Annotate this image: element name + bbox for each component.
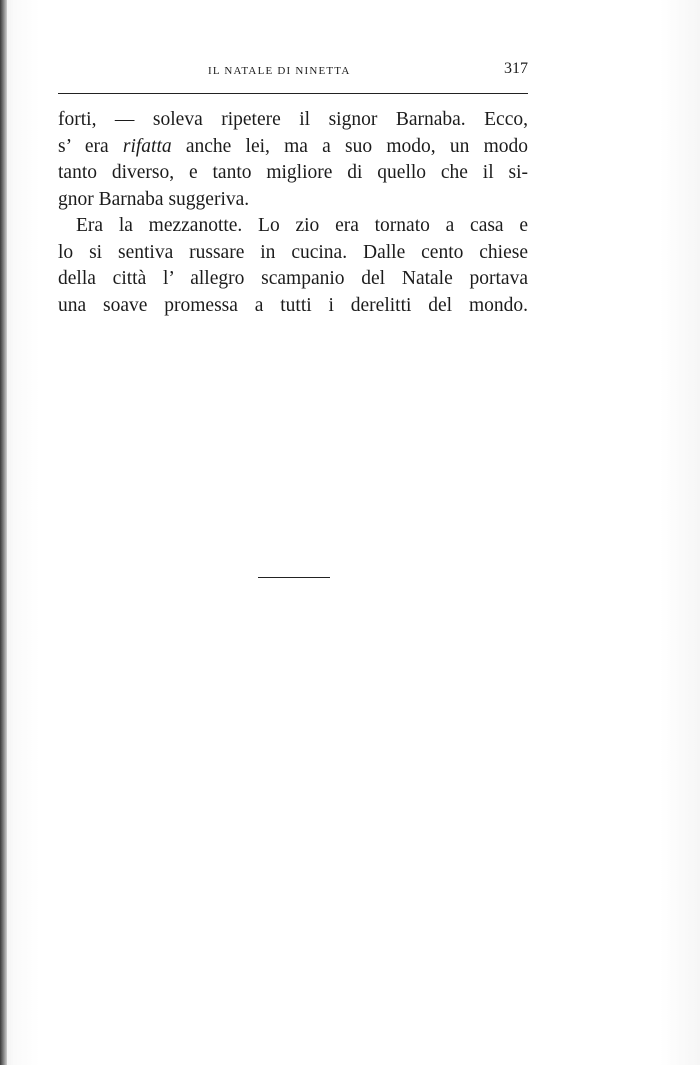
body-text — [58, 107, 528, 319]
text-line: lo si sentiva russare in cucina. Dalle cento chiese — [58, 241, 528, 263]
text-line: gnor Barnaba suggeriva. — [58, 188, 250, 210]
text-fragment: anche lei, ma a suo modo, un modo — [171, 135, 528, 157]
text-line: tanto diverso, e tanto migliore di quello che il si- — [58, 162, 528, 183]
running-title: IL NATALE DI NINETTA — [208, 65, 351, 77]
text-fragment: s’ era — [58, 135, 123, 157]
chapter-end-rule — [258, 577, 330, 578]
paragraph-2 — [58, 213, 528, 319]
italic-word: rifatta — [122, 135, 172, 157]
text-line: della città l’ allegro scampanio del Natale portava — [58, 268, 528, 289]
text-line: forti, — soleva ripetere il signor Barnaba. Ecco, — [58, 109, 528, 130]
header-rule — [58, 93, 528, 94]
paragraph-1 — [58, 107, 528, 213]
page-binding-edge — [0, 0, 7, 1065]
text-line: Era la mezzanotte. Lo zio era tornato a casa e — [76, 215, 528, 236]
running-header — [58, 60, 528, 84]
text-line: una soave promessa a tutti i derelitti del mondo. — [58, 294, 528, 316]
page-number: 317 — [504, 60, 528, 77]
text-line — [58, 134, 528, 161]
